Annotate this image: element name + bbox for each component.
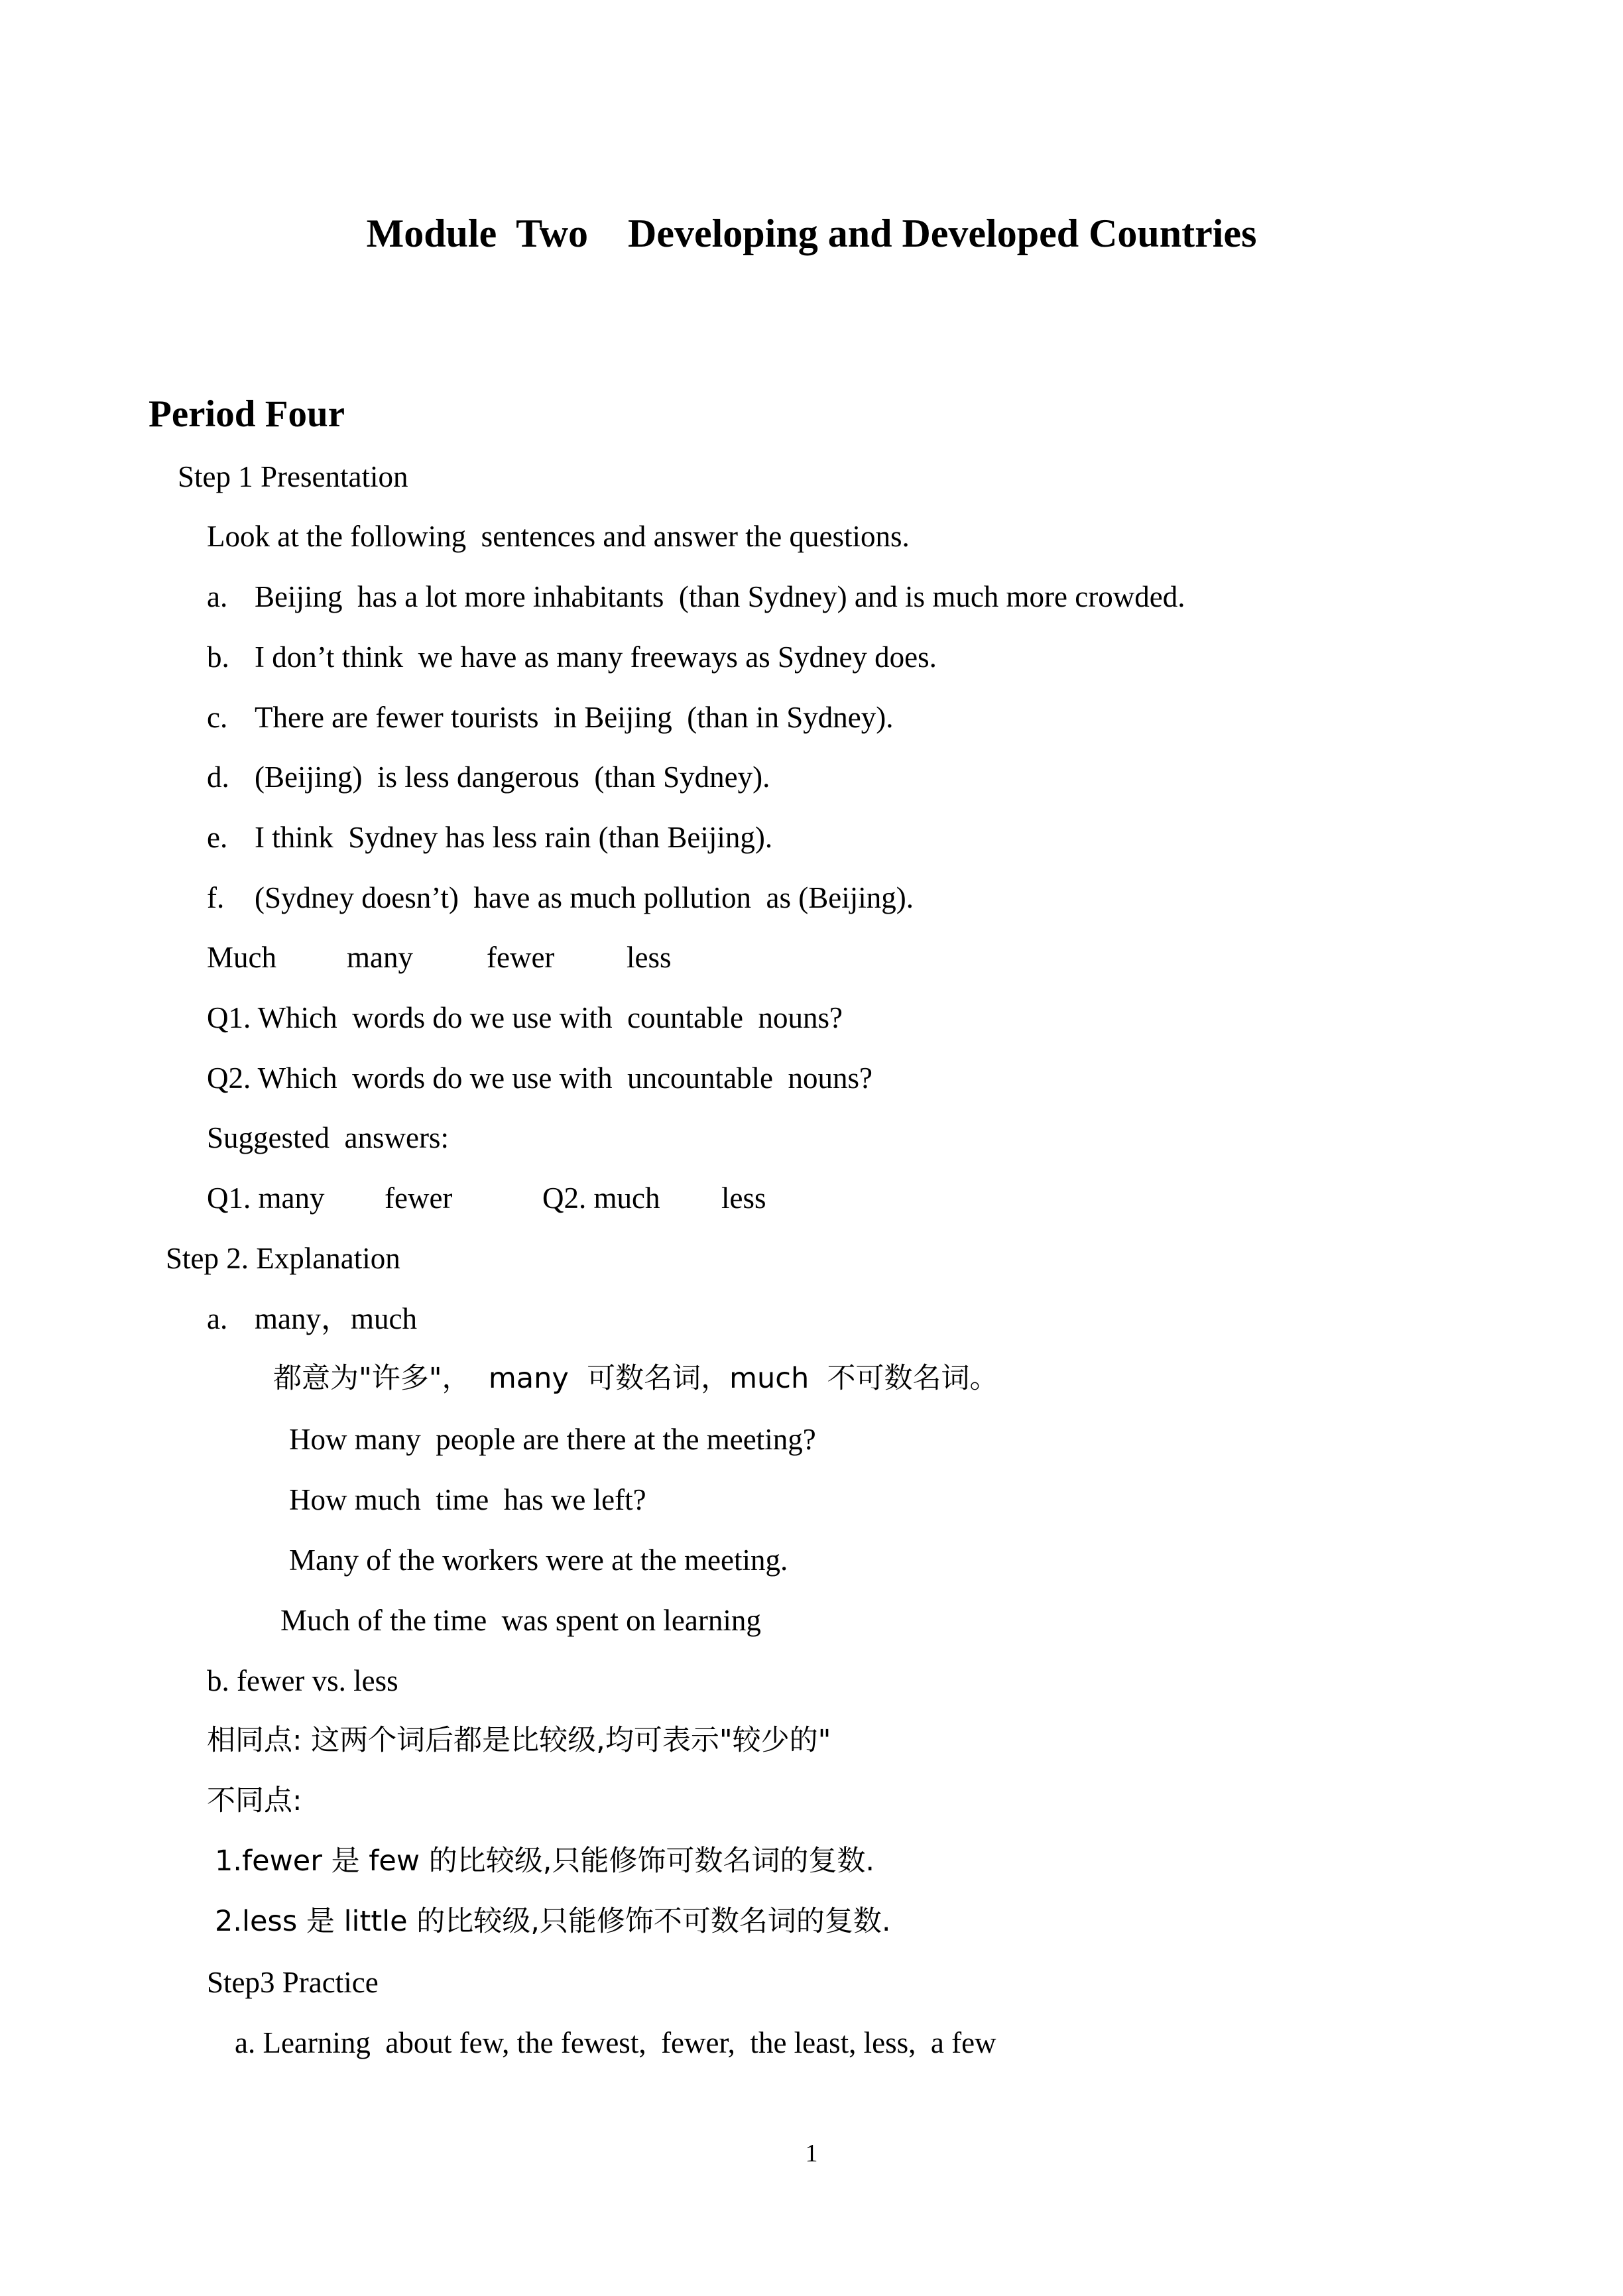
- step2-a-note: 都意为"许多"， many 可数名词，much 不可数名词。: [273, 1362, 998, 1395]
- answer-q1: Q1. many: [207, 1181, 325, 1215]
- answer-q2: Q2. much: [542, 1181, 660, 1215]
- document-title: [0, 211, 1623, 257]
- sentence-a: Beijing has a lot more inhabitants (than Sydney) and is much more crowded.: [255, 580, 1185, 613]
- word-much: Much: [207, 941, 276, 974]
- step3-item-a: a. Learning about few, the fewest, fewer, the least, less, a few: [235, 2026, 996, 2059]
- word-less: less: [627, 941, 672, 974]
- sentence-c-label: c.: [207, 701, 228, 734]
- example-2: How much time has we left?: [289, 1483, 646, 1516]
- page-number: 1: [805, 2140, 818, 2167]
- difference-item-2: 2.less 是 little 的比较级,只能修饰不可数名词的复数.: [215, 1905, 891, 1938]
- example-1: How many people are there at the meeting?: [289, 1423, 816, 1456]
- sentence-e: I think Sydney has less rain (than Beijing).: [255, 821, 773, 854]
- sentence-f-label: f.: [207, 881, 225, 914]
- question-2: Q2. Which words do we use with uncountable nouns?: [207, 1061, 872, 1095]
- sentence-b-label: b.: [207, 640, 229, 674]
- sentence-b: I don’t think we have as many freeways as Sydney does.: [255, 640, 937, 674]
- sentence-d: (Beijing) is less dangerous (than Sydney).: [255, 760, 770, 794]
- difference-item-1: 1.fewer 是 few 的比较级,只能修饰可数名词的复数.: [215, 1844, 875, 1878]
- sentence-e-label: e.: [207, 821, 228, 854]
- step1-instruction: Look at the following sentences and answer the questions.: [207, 520, 910, 553]
- step2-b-title: b. fewer vs. less: [207, 1664, 398, 1697]
- step2-a-label: a.: [207, 1302, 228, 1335]
- similarity-note: 相同点: 这两个词后都是比较级,均可表示"较少的": [207, 1724, 831, 1757]
- step2-heading: Step 2. Explanation: [166, 1242, 400, 1275]
- title-topic: Developing and Developed Countries: [628, 211, 1257, 255]
- sentence-c: There are fewer tourists in Beijing (than in Sydney).: [255, 701, 894, 734]
- step2-a-title: many，much: [255, 1302, 417, 1335]
- answer-q2-less: less: [721, 1181, 766, 1215]
- word-fewer: fewer: [487, 941, 555, 974]
- step1-heading: Step 1 Presentation: [178, 460, 408, 493]
- sentence-d-label: d.: [207, 760, 229, 794]
- step3-heading: Step3 Practice: [207, 1966, 379, 1999]
- period-heading: Period Four: [149, 393, 345, 435]
- answer-q1-fewer: fewer: [385, 1181, 453, 1215]
- sentence-f: (Sydney doesn’t) have as much pollution as (Beijing).: [255, 881, 914, 914]
- title-module: Module Two: [366, 211, 589, 255]
- question-1: Q1. Which words do we use with countable nouns?: [207, 1001, 843, 1034]
- sentence-a-label: a.: [207, 580, 228, 613]
- example-4: Much of the time was spent on learning: [280, 1604, 761, 1637]
- word-many: many: [347, 941, 413, 974]
- suggested-answers-label: Suggested answers:: [207, 1121, 449, 1154]
- example-3: Many of the workers were at the meeting.: [289, 1543, 788, 1577]
- difference-label: 不同点:: [207, 1784, 302, 1817]
